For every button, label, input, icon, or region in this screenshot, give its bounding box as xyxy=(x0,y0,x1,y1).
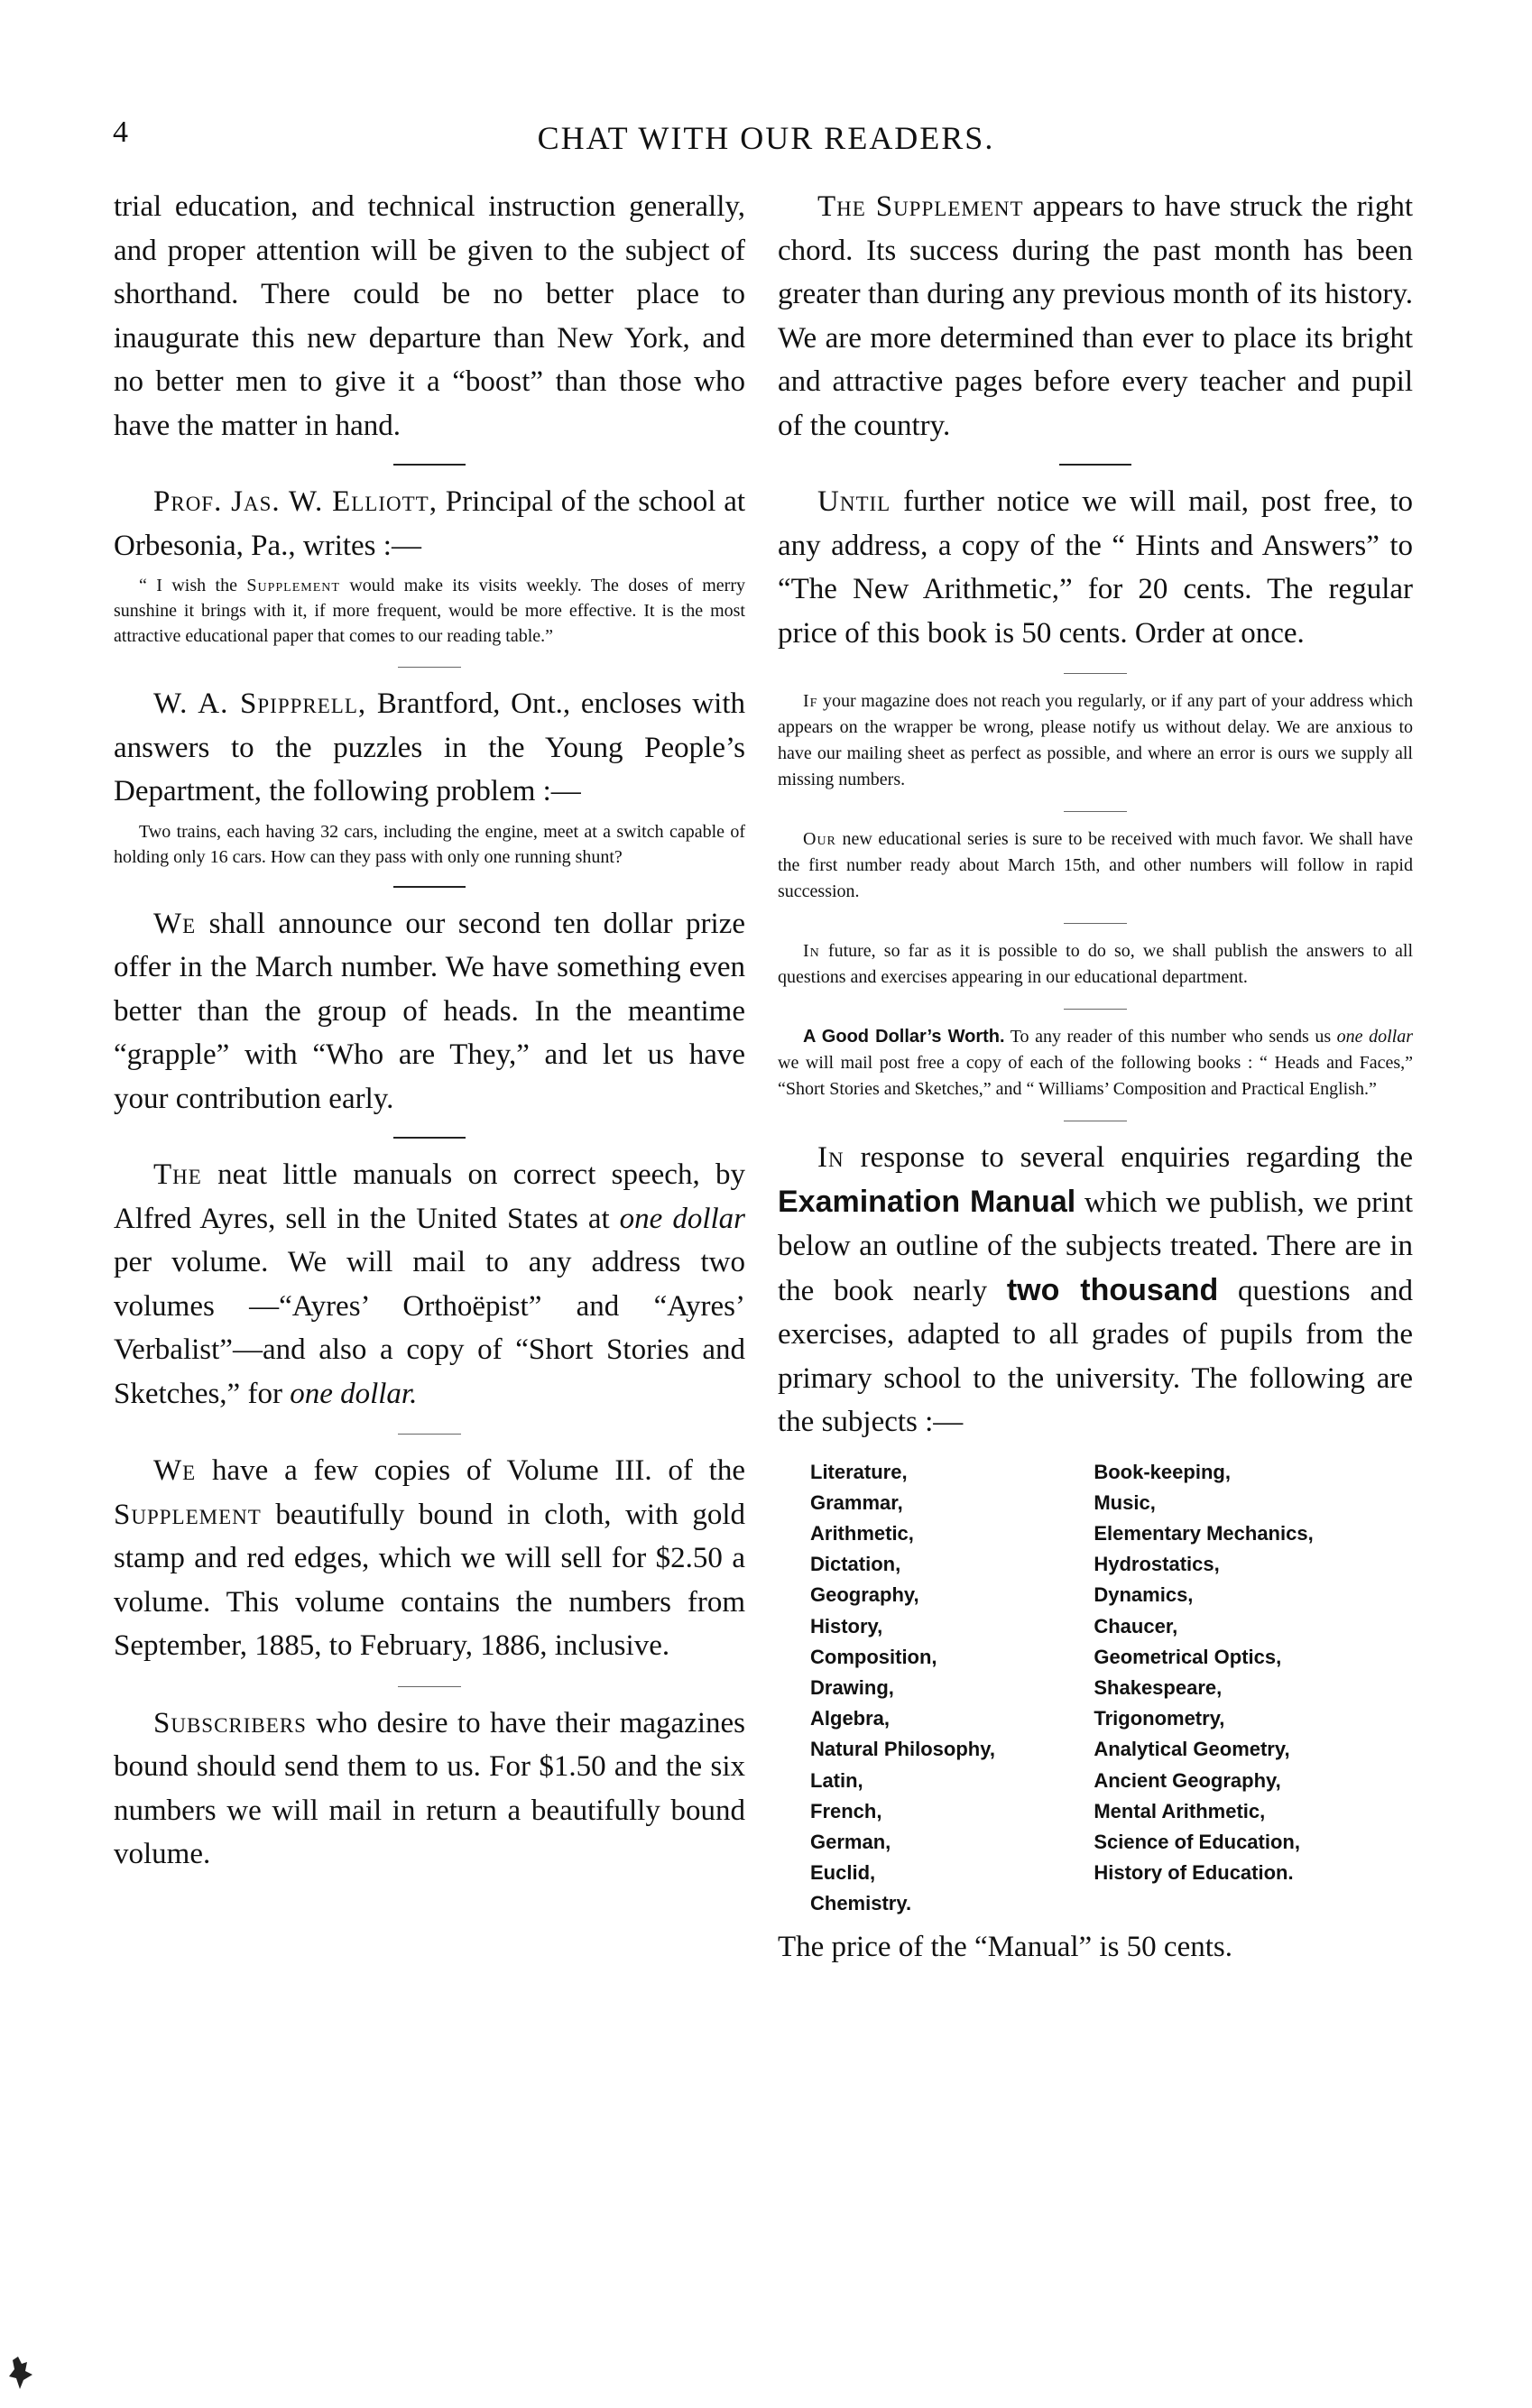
paragraph-smallcaps: Supplement xyxy=(114,1498,262,1531)
divider xyxy=(1059,464,1131,466)
notice-heading: A Good Dollar’s Worth. xyxy=(803,1027,1005,1047)
magazine-notice xyxy=(778,688,1413,793)
volume-paragraph xyxy=(114,1449,745,1668)
subject-item: Chemistry. xyxy=(810,1892,912,1915)
emphasis: one dollar xyxy=(619,1202,746,1235)
notice-text: new educational series is sure to be received with much favor. We shall have the first number ready about March 15th, and other numbers will follow in rapid succession. xyxy=(778,829,1413,901)
subject-item: Geometrical Optics, xyxy=(1094,1645,1282,1668)
paragraph-lead: W. A. Spipprell, xyxy=(153,687,367,720)
subject-item: Natural Philosophy, xyxy=(810,1738,995,1761)
quote-text: “ I wish the xyxy=(139,576,247,595)
notice-text: future, so far as it is possible to do so, we shall publish the answers to all questions and exercises appearing in our educational department. xyxy=(778,941,1413,987)
paragraph-lead: Prof. Jas. W. Elliott, xyxy=(153,485,438,518)
paragraph-text: which we publish, we print below an outline of the subjects treated. There are in the book nearly xyxy=(778,1186,1413,1307)
subject-item: Trigonometry, xyxy=(1094,1707,1225,1730)
elliott-paragraph xyxy=(114,480,745,567)
paragraph-lead: The xyxy=(153,1158,202,1191)
divider xyxy=(1064,811,1127,812)
subjects-right xyxy=(1094,1457,1413,1920)
paragraph-text: have a few copies of Volume III. of the xyxy=(196,1454,745,1487)
subject-item: Hydrostatics, xyxy=(1094,1553,1220,1576)
subject-item: Chaucer, xyxy=(1094,1614,1178,1638)
subject-item: History, xyxy=(810,1614,883,1638)
paragraph-lead: Subscribers xyxy=(153,1706,307,1739)
notice-text: we will mail post free a copy of each of the following books : “ Heads and Faces,” “Short Stories and Sketches,” and “ Williams’ Composition and Practical English.” xyxy=(778,1053,1413,1099)
subject-item: History of Education. xyxy=(1094,1861,1294,1885)
emphasis: one dollar. xyxy=(290,1377,418,1410)
question-count: two thousand xyxy=(1006,1272,1219,1307)
subject-item: Book-keeping, xyxy=(1094,1460,1231,1483)
subject-item: Literature, xyxy=(810,1460,908,1483)
subject-item: German, xyxy=(810,1830,891,1853)
subject-item: Dictation, xyxy=(810,1553,901,1576)
paragraph-text: appears to have struck the right chord. Its success during the past month has been greater than during any previous month of its history. We are more determined than ever to place its bright and attractive pages before every teacher and pupil of the country. xyxy=(778,190,1413,442)
manual-paragraph xyxy=(778,1136,1413,1444)
paragraph-text: response to several enquiries regarding the xyxy=(844,1141,1413,1174)
manuals-paragraph xyxy=(114,1153,745,1416)
subject-item: Geography, xyxy=(810,1583,919,1607)
supplement-paragraph xyxy=(778,185,1413,447)
subject-item: French, xyxy=(810,1799,882,1822)
divider xyxy=(398,1434,461,1435)
right-column xyxy=(778,185,1413,1969)
dollar-notice xyxy=(778,1024,1413,1103)
emphasis: one dollar xyxy=(1336,1027,1413,1047)
subjects-list xyxy=(810,1457,1413,1920)
notice-lead: If xyxy=(803,691,818,711)
subject-item: Composition, xyxy=(810,1645,937,1668)
price-line: The price of the “Manual” is 50 cents. xyxy=(778,1930,1232,1963)
divider xyxy=(393,464,466,466)
subject-item: Drawing, xyxy=(810,1675,894,1699)
paragraph-lead: In xyxy=(817,1141,844,1174)
subject-item: Science of Education, xyxy=(1094,1830,1300,1853)
divider xyxy=(1064,923,1127,924)
divider xyxy=(1064,1009,1127,1010)
subject-item: Elementary Mechanics, xyxy=(1094,1521,1314,1545)
divider xyxy=(1064,673,1127,674)
paragraph-lead: We xyxy=(153,907,197,940)
paragraph-text: Brantford, Ont., encloses with answers to the puzzles in the Young People’s Department, the following problem :— xyxy=(114,687,745,807)
prize-paragraph xyxy=(114,902,745,1121)
hints-paragraph xyxy=(778,480,1413,655)
ink-smudge xyxy=(7,2355,38,2391)
paragraph-text: per volume. We will mail to any address two volumes —“Ayres’ Orthoëpist” and “Ayres’ Verbalist”—and also a copy of “Short Stories and Sketches,” for xyxy=(114,1246,745,1410)
subscribers-paragraph xyxy=(114,1702,745,1877)
paragraph-lead: The Supplement xyxy=(817,190,1024,223)
page-number: 4 xyxy=(113,115,128,149)
trains-problem: Two trains, each having 32 cars, including the engine, meet at a switch capable of holding only 16 cars. How can they pass with only one running shunt? xyxy=(114,821,745,867)
subject-item: Mental Arithmetic, xyxy=(1094,1799,1266,1822)
subject-item: Euclid, xyxy=(810,1861,876,1885)
divider xyxy=(393,1137,466,1139)
running-head: CHAT WITH OUR READERS. xyxy=(537,120,995,156)
subject-item: Dynamics, xyxy=(1094,1583,1194,1607)
notice-text: To any reader of this number who sends us xyxy=(1004,1027,1337,1047)
subjects-left xyxy=(810,1457,1094,1920)
subject-item: Music, xyxy=(1094,1490,1156,1514)
manual-title: Examination Manual xyxy=(778,1184,1076,1219)
paragraph-lead: Until xyxy=(817,485,891,518)
quote-text: would make its visits weekly. The doses of merry sunshine it brings with it, if more frequent, would be more effective. It is the most attractive educational paper that comes to our reading table.” xyxy=(114,576,745,646)
elliott-quote xyxy=(114,573,745,649)
notice-text: your magazine does not reach you regularly, or if any part of your address which appears on the wrapper be wrong, please notify us without delay. We are anxious to have our mailing sheet as perfect as possible, and where an error is ours we supply all missing numbers. xyxy=(778,691,1413,789)
paragraph-text: further notice we will mail, post free, to any address, a copy of the “ Hints and Answers” to “The New Arithmetic,” for 20 cents. The regular price of this book is 50 cents. Order at once. xyxy=(778,485,1413,650)
spipprell-paragraph xyxy=(114,682,745,814)
left-column xyxy=(114,185,745,1877)
series-notice xyxy=(778,826,1413,905)
paragraph-text: shall announce our second ten dollar prize offer in the March number. We have something even better than the group of heads. In the meantime “grapple” with “Who are They,” and let us have your contribution early. xyxy=(114,907,745,1115)
quote-smallcaps: Supplement xyxy=(246,576,340,595)
notice-lead: Our xyxy=(803,829,836,849)
paragraph-lead: We xyxy=(153,1454,197,1487)
subject-item: Ancient Geography, xyxy=(1094,1768,1281,1792)
subject-item: Grammar, xyxy=(810,1490,903,1514)
answers-notice xyxy=(778,938,1413,991)
divider xyxy=(398,667,461,668)
subject-item: Arithmetic, xyxy=(810,1521,914,1545)
paragraph-text: neat little manuals on correct speech, by Alfred Ayres, sell in the United States at xyxy=(114,1158,745,1235)
divider xyxy=(398,1686,461,1687)
continued-paragraph: trial education, and technical instruction generally, and proper attention will be given to the subject of shorthand. There could be no better place to inaugurate this new departure than New York, and no better men to give it a “boost” than those who have the matter in hand. xyxy=(114,190,745,442)
subject-item: Algebra, xyxy=(810,1707,891,1730)
divider xyxy=(393,886,466,888)
paragraph-text: Principal of the school at Orbesonia, Pa., writes :— xyxy=(114,485,746,562)
notice-lead: In xyxy=(803,941,820,961)
paragraph-text: questions and exercises, adapted to all grades of pupils from the primary school to the university. The following are the subjects :— xyxy=(778,1274,1413,1438)
subject-item: Analytical Geometry, xyxy=(1094,1738,1290,1761)
paragraph-text: beautifully bound in cloth, with gold stamp and red edges, which we will sell for $2.50 a volume. This volume contains the numbers from September, 1885, to February, 1886, inclusive. xyxy=(114,1498,745,1662)
subject-item: Shakespeare, xyxy=(1094,1675,1223,1699)
paragraph-text: who desire to have their magazines bound should send them to us. For $1.50 and the six numbers we will mail in return a beautifully bound volume. xyxy=(114,1706,745,1870)
subject-item: Latin, xyxy=(810,1768,863,1792)
